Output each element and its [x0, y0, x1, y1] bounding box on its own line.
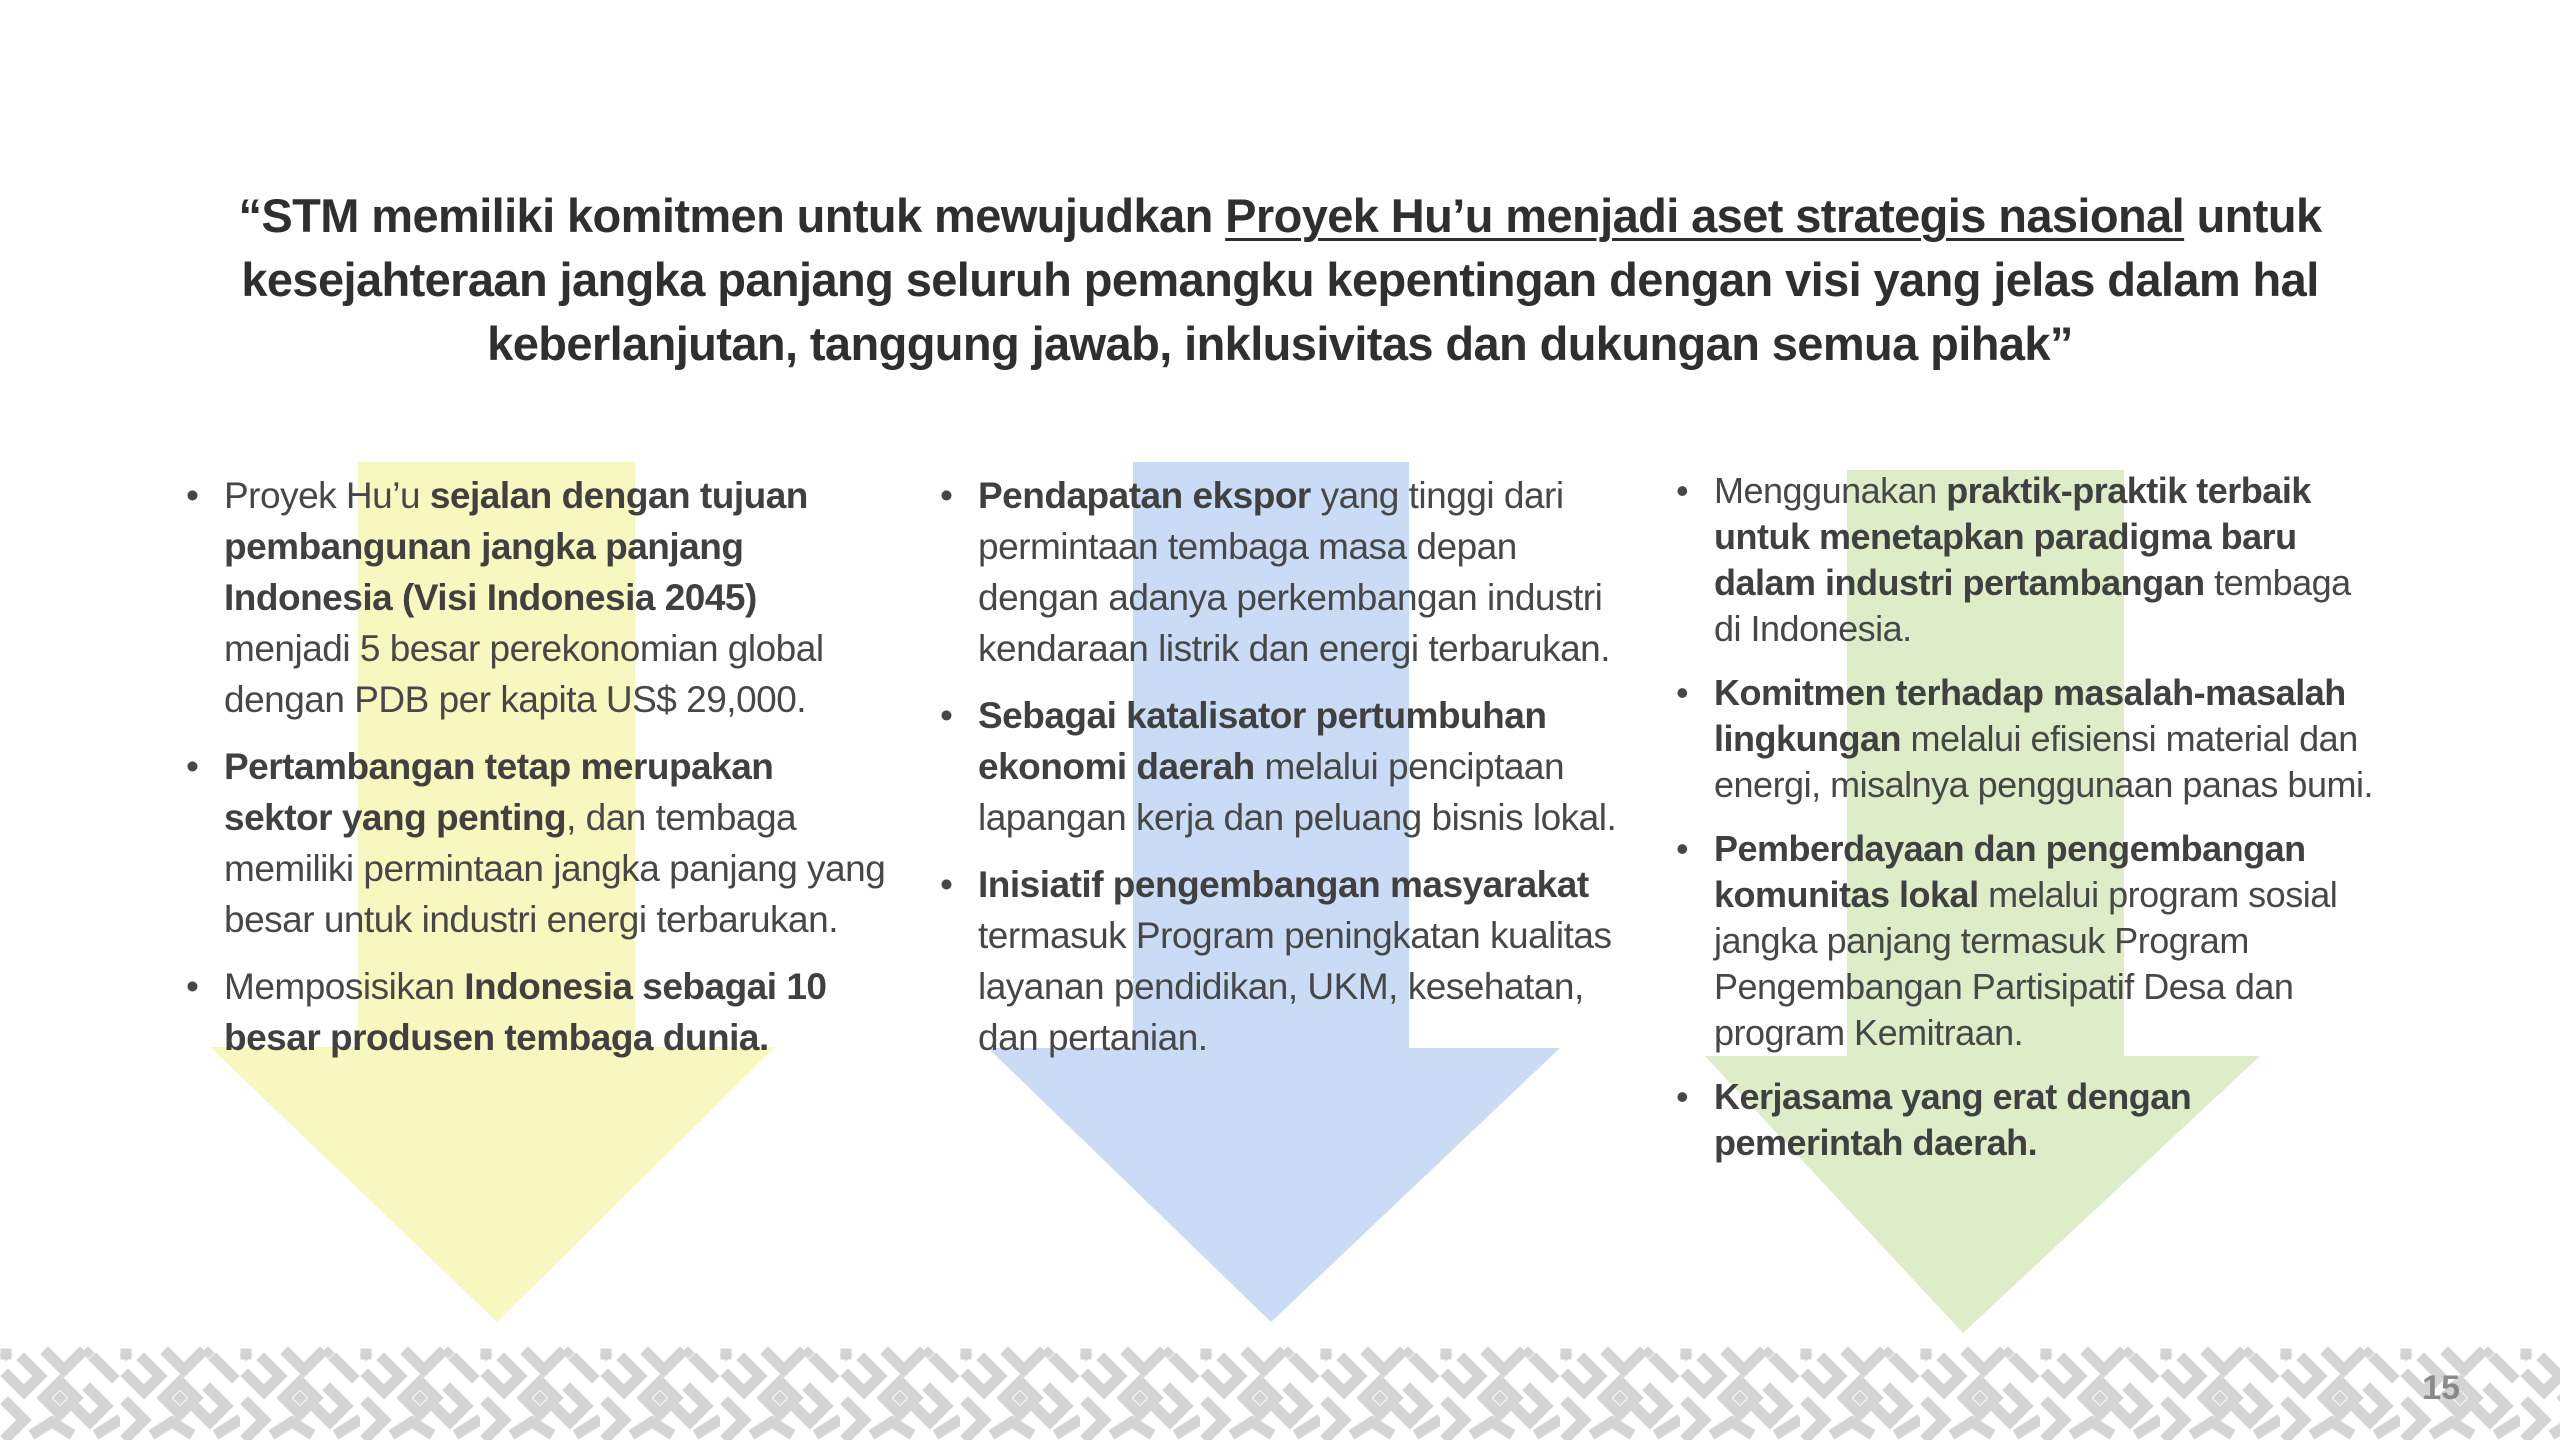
quote-heading — [180, 184, 2380, 376]
column-economic-benefits — [940, 470, 1640, 1079]
bullet-text: tembaga di Indonesia. — [1714, 562, 2351, 649]
bullet-text-bold: Inisiatif pengembangan masyarakat — [978, 864, 1589, 905]
bullet-text: melalui efisiensi material dan energi, misalnya penggunaan panas bumi. — [1714, 718, 2373, 805]
bullet-text-bold: sejalan dengan tujuan pembangunan jangka panjang Indonesia (Visi Indonesia 2045) — [224, 475, 808, 618]
bullet-item — [1676, 670, 2376, 808]
bullet-text-bold: praktik-praktik terbaik untuk menetapkan paradigma baru dalam industri pertambangan — [1714, 470, 2311, 603]
quote-text-after: untuk kesejahteraan jangka panjang seluruh pemangku kepentingan dengan visi yang jelas dalam hal keberlanjutan, tanggung jawab, inklusivitas dan dukungan semua pihak” — [241, 189, 2322, 370]
bullet-text: yang tinggi dari permintaan tembaga masa depan dengan adanya perkembangan industri kendaraan listrik dan energi terbarukan. — [978, 475, 1610, 669]
bullet-item — [940, 470, 1640, 674]
bullet-item — [940, 859, 1640, 1063]
bullet-item — [1676, 826, 2376, 1056]
bullet-text-bold: Pendapatan ekspor — [978, 475, 1311, 516]
bullet-item — [1676, 1074, 2376, 1166]
bullet-text: melalui penciptaan lapangan kerja dan peluang bisnis lokal. — [978, 746, 1617, 838]
bullet-text: Proyek Hu’u — [224, 475, 430, 516]
bullet-text-bold: Sebagai katalisator pertumbuhan ekonomi daerah — [978, 695, 1547, 787]
quote-text-before: “STM memiliki komitmen untuk mewujudkan — [238, 189, 1226, 242]
bullet-text: , dan tembaga memiliki permintaan jangka panjang yang besar untuk industri energi terbarukan. — [224, 797, 886, 940]
bullet-list — [940, 470, 1640, 1063]
bullet-list — [186, 470, 886, 1063]
bullet-item — [186, 741, 886, 945]
bullet-item — [1676, 468, 2376, 652]
bullet-text-bold: Kerjasama yang erat dengan pemerintah daerah. — [1714, 1076, 2192, 1163]
bullet-item — [186, 470, 886, 725]
page-number: 15 — [2422, 1369, 2460, 1407]
bullet-text: melalui program sosial jangka panjang termasuk Program Pengembangan Partisipatif Desa dan program Kemitraan. — [1714, 874, 2338, 1053]
bullet-item — [186, 961, 886, 1063]
bullet-item — [940, 690, 1640, 843]
column-sustainability — [1676, 468, 2376, 1184]
footer-pattern-band — [0, 1346, 2560, 1440]
bullet-text: Memposisikan — [224, 966, 465, 1007]
bullet-text-bold: Komitmen terhadap masalah-masalah lingkungan — [1714, 672, 2346, 759]
bullet-list — [1676, 468, 2376, 1166]
bullet-text-bold: Pertambangan tetap merupakan sektor yang penting — [224, 746, 774, 838]
bullet-text: Menggunakan — [1714, 470, 1947, 511]
quote-underlined-phrase: Proyek Hu’u menjadi aset strategis nasional — [1225, 189, 2185, 242]
bullet-text: menjadi 5 besar perekonomian global dengan PDB per kapita US$ 29,000. — [224, 628, 824, 720]
geometric-pattern-icon — [0, 1346, 2560, 1440]
bullet-text-bold: Pemberdayaan dan pengembangan komunitas lokal — [1714, 828, 2306, 915]
column-vision-alignment — [186, 470, 886, 1079]
bullet-text-bold: Indonesia sebagai 10 besar produsen tembaga dunia. — [224, 966, 827, 1058]
bullet-text: termasuk Program peningkatan kualitas layanan pendidikan, UKM, kesehatan, dan pertanian. — [978, 915, 1612, 1058]
